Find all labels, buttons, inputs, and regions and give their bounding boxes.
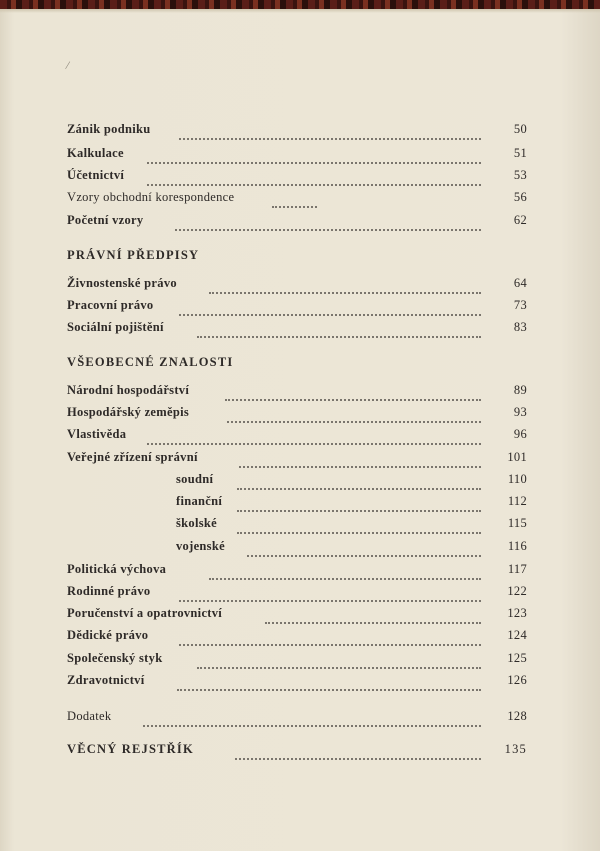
- entry-page: 123: [507, 606, 527, 620]
- section-heading: VŠEOBECNÉ ZNALOSTI: [67, 355, 234, 369]
- entry-page: 135: [504, 742, 527, 756]
- toc-entry: [67, 584, 527, 604]
- entry-label: Rodinné právo: [67, 584, 151, 598]
- entry-page: 122: [507, 584, 527, 598]
- dot-leader: [177, 673, 481, 691]
- dot-leader: [237, 516, 481, 534]
- toc-entry: [67, 213, 527, 233]
- toc-entry: [67, 146, 527, 166]
- entry-label: Dodatek: [67, 709, 112, 723]
- entry-page: 56: [513, 190, 527, 204]
- dot-leader: [179, 584, 481, 602]
- dot-leader: [272, 190, 317, 208]
- entry-label: Kalkulace: [67, 146, 124, 160]
- dot-leader: [197, 320, 481, 338]
- entry-page: 124: [507, 628, 527, 642]
- entry-label: Politická výchova: [67, 562, 167, 576]
- entry-label: vojenské: [176, 539, 225, 553]
- dot-leader: [179, 122, 481, 140]
- entry-label: Poručenství a opatrovnictví: [67, 606, 223, 620]
- toc-entry: [67, 405, 527, 425]
- entry-page: 101: [507, 450, 527, 464]
- entry-page: 89: [513, 383, 527, 397]
- dot-leader: [227, 405, 481, 423]
- toc-sub-entry: [67, 494, 527, 514]
- entry-label: VĚCNÝ REJSTŘÍK: [67, 742, 194, 756]
- entry-page: 128: [507, 709, 527, 723]
- entry-page: 73: [513, 298, 527, 312]
- entry-label: finanční: [176, 494, 223, 508]
- entry-label: Vlastivěda: [67, 427, 127, 441]
- toc-sub-entry: [67, 472, 527, 492]
- entry-label: Dědické právo: [67, 628, 149, 642]
- entry-label: Vzory obchodní korespondence: [67, 190, 235, 204]
- entry-label: Početní vzory: [67, 213, 144, 227]
- entry-page: 115: [507, 516, 527, 530]
- entry-label: Zdravotnictví: [67, 673, 145, 687]
- dot-leader: [237, 494, 481, 512]
- entry-label: Veřejné zřízení správní: [67, 450, 198, 464]
- entry-page: 126: [507, 673, 527, 687]
- toc-entry: [67, 383, 527, 403]
- entry-page: 62: [513, 213, 527, 227]
- section-heading: PRÁVNÍ PŘEDPISY: [67, 248, 200, 262]
- toc-entry: [67, 651, 527, 671]
- dot-leader: [265, 606, 481, 624]
- entry-label: Účetnictví: [67, 168, 125, 182]
- pencil-mark: /: [64, 57, 71, 73]
- entry-page: 110: [507, 472, 527, 486]
- entry-label: Hospodářský zeměpis: [67, 405, 190, 419]
- dot-leader: [147, 146, 481, 164]
- entry-page: 96: [513, 427, 527, 441]
- toc-entry: [67, 168, 527, 188]
- dot-leader: [247, 539, 481, 557]
- toc-entry: [67, 709, 527, 729]
- dot-leader: [143, 709, 481, 727]
- dot-leader: [239, 450, 481, 468]
- toc-entry: [67, 673, 527, 693]
- dot-leader: [235, 742, 481, 760]
- dot-leader: [225, 383, 481, 401]
- toc-entry: [67, 427, 527, 447]
- entry-label: Sociální pojištění: [67, 320, 164, 334]
- dot-leader: [197, 651, 481, 669]
- dot-leader: [237, 472, 481, 490]
- entry-label: školské: [176, 516, 218, 530]
- entry-page: 112: [507, 494, 527, 508]
- dot-leader: [147, 427, 481, 445]
- toc-entry: [67, 298, 527, 318]
- toc-entry: [67, 276, 527, 296]
- toc-entry: [67, 190, 527, 210]
- book-cover-edge: [0, 0, 600, 9]
- dot-leader: [179, 628, 481, 646]
- entry-label: soudní: [176, 472, 214, 486]
- toc-entry: [67, 562, 527, 582]
- dot-leader: [179, 298, 481, 316]
- dot-leader: [147, 168, 481, 186]
- dot-leader: [209, 276, 481, 294]
- entry-page: 64: [513, 276, 527, 290]
- entry-page: 83: [513, 320, 527, 334]
- toc-entry: [67, 320, 527, 340]
- entry-page: 51: [513, 146, 527, 160]
- entry-page: 125: [507, 651, 527, 665]
- entry-page: 93: [513, 405, 527, 419]
- entry-label: Společenský styk: [67, 651, 163, 665]
- entry-page: 116: [507, 539, 527, 553]
- entry-label: Národní hospodářství: [67, 383, 190, 397]
- entry-label: Zánik podniku: [67, 122, 151, 136]
- toc-sub-entry: [67, 539, 527, 559]
- toc-sub-entry: [67, 516, 527, 536]
- entry-label: Pracovní právo: [67, 298, 154, 312]
- entry-page: 117: [507, 562, 527, 576]
- entry-page: 50: [513, 122, 527, 136]
- dot-leader: [209, 562, 481, 580]
- toc-entry: [67, 742, 527, 762]
- toc-entry: [67, 450, 527, 470]
- toc-entry: [67, 628, 527, 648]
- toc-entry: [67, 606, 527, 626]
- entry-label: Živnostenské právo: [67, 276, 177, 290]
- toc-entry: [67, 122, 527, 142]
- dot-leader: [175, 213, 481, 231]
- entry-page: 53: [513, 168, 527, 182]
